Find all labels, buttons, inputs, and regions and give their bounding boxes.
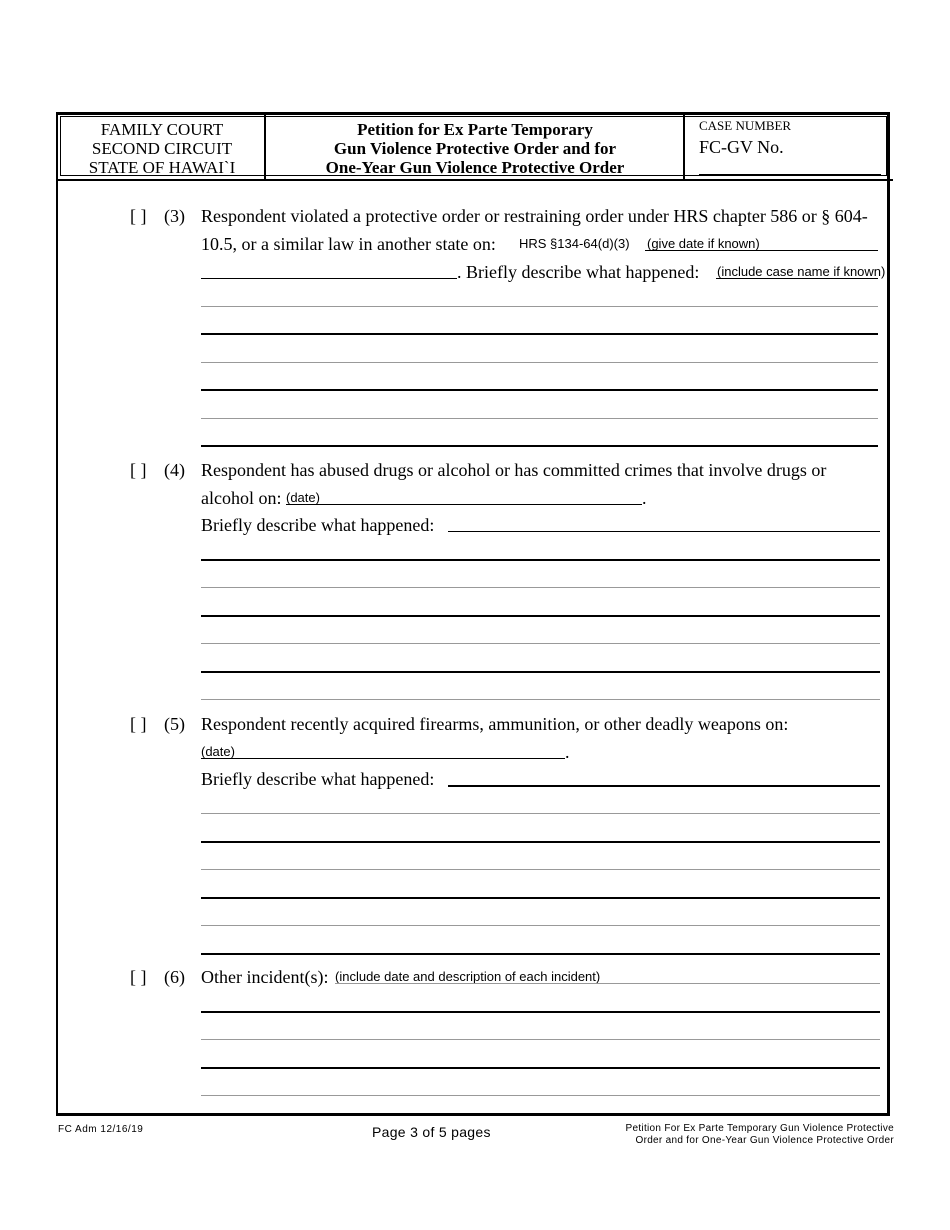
item-5-checkbox[interactable]: [ ] bbox=[130, 714, 147, 734]
item-3-citation: HRS §134-64(d)(3) bbox=[519, 236, 630, 251]
item-4-period: . bbox=[642, 488, 647, 508]
item-3-answer-line[interactable] bbox=[201, 445, 878, 447]
item-3-number: (3) bbox=[164, 206, 185, 226]
footer-form-title-line-1: Petition For Ex Parte Temporary Gun Violence Protective bbox=[625, 1123, 894, 1134]
court-circuit: SECOND CIRCUIT bbox=[91, 139, 233, 158]
item-3-answer-line[interactable] bbox=[201, 362, 878, 363]
item-6-number: (6) bbox=[164, 967, 185, 987]
item-4-date-hint: (date) bbox=[286, 490, 320, 505]
item-5-answer-line[interactable] bbox=[201, 897, 880, 899]
item-3-describe-hint: (include case name if known) bbox=[717, 264, 886, 279]
item-3-text-line-1: Respondent violated a protective order or restraining order under HRS chapter 586 or § 604- bbox=[201, 206, 868, 226]
item-3-describe-field[interactable] bbox=[716, 278, 878, 279]
item-3-date-field-cont[interactable] bbox=[201, 278, 457, 279]
item-5-answer-line[interactable] bbox=[201, 813, 880, 814]
form-title-line-3: One-Year Gun Violence Protective Order bbox=[325, 158, 625, 177]
header-bottom-rule bbox=[56, 179, 893, 181]
item-4-answer-line[interactable] bbox=[201, 643, 880, 644]
item-3-answer-line[interactable] bbox=[201, 389, 878, 391]
item-3-describe-label: . Briefly describe what happened: bbox=[457, 262, 700, 282]
item-5-describe-field[interactable] bbox=[448, 785, 880, 787]
item-3-answer-line[interactable] bbox=[201, 333, 878, 335]
item-6-answer-line[interactable] bbox=[201, 1011, 880, 1013]
header-divider-right bbox=[683, 114, 685, 180]
item-5-number: (5) bbox=[164, 714, 185, 734]
item-5-answer-line[interactable] bbox=[201, 869, 880, 870]
item-4-number: (4) bbox=[164, 460, 185, 480]
item-3-date-field[interactable] bbox=[645, 250, 878, 251]
item-4-answer-line[interactable] bbox=[201, 671, 880, 673]
page-number: Page 3 of 5 pages bbox=[372, 1124, 491, 1140]
item-4-text-line-2: alcohol on: bbox=[201, 488, 282, 508]
item-6-answer-line[interactable] bbox=[201, 1095, 880, 1096]
form-id: FC Adm 12/16/19 bbox=[58, 1124, 144, 1135]
form-title-line-2: Gun Violence Protective Order and for bbox=[333, 139, 617, 158]
item-5-answer-line[interactable] bbox=[201, 841, 880, 843]
form-title-line-1: Petition for Ex Parte Temporary bbox=[357, 120, 593, 139]
item-6-label: Other incident(s): bbox=[201, 967, 329, 987]
item-4-checkbox[interactable]: [ ] bbox=[130, 460, 147, 480]
item-5-answer-line[interactable] bbox=[201, 953, 880, 955]
item-6-answer-line[interactable] bbox=[201, 1039, 880, 1040]
item-4-answer-line[interactable] bbox=[201, 699, 880, 700]
item-5-answer-line[interactable] bbox=[201, 925, 880, 926]
court-state: STATE OF HAWAI`I bbox=[88, 158, 236, 177]
header-divider-left bbox=[264, 114, 266, 180]
item-3-checkbox[interactable]: [ ] bbox=[130, 206, 147, 226]
item-3-date-hint: (give date if known) bbox=[647, 236, 760, 251]
item-4-describe-label: Briefly describe what happened: bbox=[201, 515, 435, 535]
item-5-period: . bbox=[565, 742, 570, 762]
item-4-date-field[interactable] bbox=[286, 504, 642, 505]
item-6-hint: (include date and description of each incident) bbox=[335, 969, 601, 984]
item-6-field[interactable] bbox=[335, 983, 880, 984]
item-6-answer-line[interactable] bbox=[201, 1067, 880, 1069]
footer-form-title bbox=[626, 1123, 894, 1147]
item-4-answer-line[interactable] bbox=[201, 559, 880, 561]
item-5-date-hint: (date) bbox=[201, 744, 235, 759]
case-number-field[interactable] bbox=[699, 174, 881, 175]
footer-form-title-line-2: Order and for One-Year Gun Violence Protective Order bbox=[635, 1135, 894, 1146]
item-5-date-field[interactable] bbox=[201, 758, 565, 759]
item-3-answer-line[interactable] bbox=[201, 418, 878, 419]
item-4-describe-field[interactable] bbox=[448, 531, 880, 532]
item-6-checkbox[interactable]: [ ] bbox=[130, 967, 147, 987]
item-4-answer-line[interactable] bbox=[201, 587, 880, 588]
item-3-answer-line[interactable] bbox=[201, 306, 878, 307]
case-number-label: CASE NUMBER bbox=[699, 118, 792, 133]
item-4-text-line-1: Respondent has abused drugs or alcohol or has committed crimes that involve drugs or bbox=[201, 460, 827, 480]
case-number-prefix: FC-GV No. bbox=[699, 137, 784, 157]
item-4-answer-line[interactable] bbox=[201, 615, 880, 617]
court-name: FAMILY COURT bbox=[100, 120, 224, 139]
item-5-text-line-1: Respondent recently acquired firearms, ammunition, or other deadly weapons on: bbox=[201, 714, 789, 734]
item-3-text-line-2: 10.5, or a similar law in another state on: bbox=[201, 234, 496, 254]
item-5-describe-label: Briefly describe what happened: bbox=[201, 769, 435, 789]
